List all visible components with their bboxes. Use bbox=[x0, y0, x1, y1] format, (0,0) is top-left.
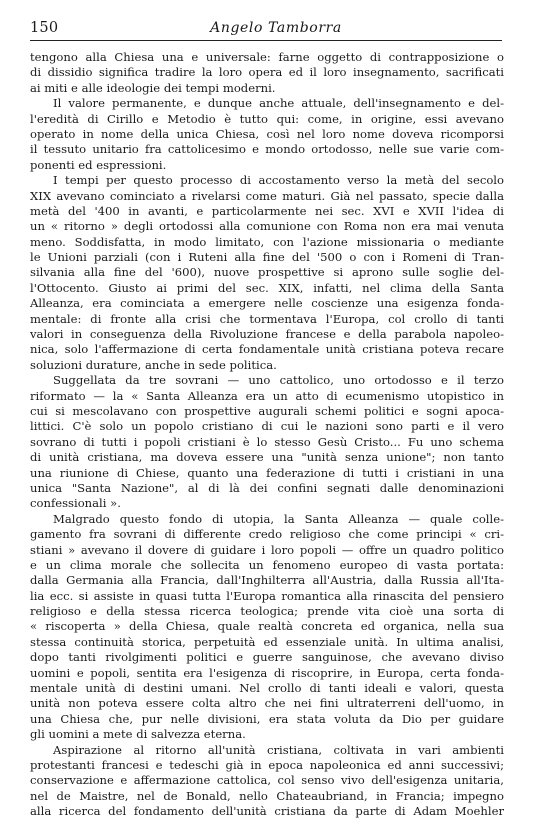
running-head: Angelo Tamborra bbox=[210, 20, 342, 36]
text-line: dalla Germania alla Francia, dall'Inghilterra all'Austria, dalla Russia all'Ita- bbox=[30, 573, 504, 588]
text-line: un « ritorno » degli ortodossi alla comunione con Roma non era mai venuta bbox=[30, 219, 504, 234]
text-line: l'Ottocento. Giusto ai primi del sec. XIX, infatti, nel clima della Santa bbox=[30, 280, 504, 295]
text-line: conservazione e affermazione cattolica, col senso vivo dell'esigenza unitaria, bbox=[30, 773, 504, 788]
text-line: riformato — la « Santa Alleanza era un atto di ecumenismo utopistico in bbox=[30, 388, 504, 403]
text-line: il tessuto unitario fra cattolicesimo e mondo ortodosso, nelle sue varie com- bbox=[30, 142, 504, 157]
text-line: una Chiesa che, pur nelle divisioni, era stata voluta da Dio per guidare bbox=[30, 711, 504, 726]
text-line: silvania alla fine del '600), nuove prospettive si aprono sulle soglie del- bbox=[30, 265, 504, 280]
text-line: ai miti e alle ideologie dei tempi moderni. bbox=[30, 80, 276, 95]
text-line: alla ricerca del fondamento dell'unità cristiana da parte di Adam Moehler bbox=[30, 804, 504, 819]
text-line: gamento fra sovrani di differente credo religioso che come principi « cri- bbox=[30, 527, 504, 542]
text-line: I tempi per questo processo di accostamento verso la metà del secolo bbox=[53, 173, 504, 188]
text-line: tengono alla Chiesa una e universale: farne oggetto di contrapposizione o bbox=[30, 50, 504, 64]
text-line: protestanti francesi e tedeschi già in epoca napoleonica ed anni successivi; bbox=[30, 757, 504, 772]
text-line: Aspirazione al ritorno all'unità cristiana, coltivata in vari ambienti bbox=[53, 742, 504, 757]
text-line: Alleanza, era cominciata a emergere nelle coscienze una esigenza fonda- bbox=[30, 296, 504, 311]
text-line: meno. Soddisfatta, in modo limitato, con l'azione missionaria o mediante bbox=[30, 234, 504, 249]
text-line: nica, solo l'affermazione di certa fondamentale unità cristiana poteva recare bbox=[30, 342, 504, 357]
text-line: unica "Santa Nazione", al di là dei confini segnati dalle denominazioni bbox=[30, 480, 504, 495]
text-line: cui si mescolavano con prospettive augurali schemi politici e sogni apoca- bbox=[30, 403, 504, 418]
text-line: religioso e della stessa ricerca teologica; prende vita cioè una sorta di bbox=[30, 604, 504, 619]
text-line: di dissidio significa tradire la loro opera ed il loro insegnamento, sacrificati bbox=[30, 65, 504, 80]
text-line: XIX avevano cominciato a rivelarsi come maturi. Già nel passato, specie dalla bbox=[30, 188, 504, 203]
text-line: una riunione di Chiese, quanto una federazione di tutti i cristiani in una bbox=[30, 465, 504, 480]
text-line: gli uomini a mete di salvezza eterna. bbox=[30, 727, 246, 742]
text-line: uomini e popoli, sentita era l'esigenza di riscoprire, in Europa, certa fonda- bbox=[30, 665, 504, 680]
text-line: stessa continuità storica, perpetuità ed essenziale unità. In ultima analisi, bbox=[30, 634, 504, 649]
text-line: confessionali ». bbox=[30, 496, 121, 511]
text-line: operato in nome della unica Chiesa, così nel loro nome doveva ricomporsi bbox=[30, 126, 504, 141]
text-line: nel de Maistre, nel de Bonald, nello Chateaubriand, in Francia; impegno bbox=[30, 788, 504, 803]
text-line: sovrano di tutti i popoli cristiani è lo stesso Gesù Cristo... Fu uno schema bbox=[30, 434, 504, 449]
text-line: soluzioni durature, anche in sede politica. bbox=[30, 357, 277, 372]
text-line: metà del '400 in avanti, e particolarmente nei sec. XVI e XVII l'idea di bbox=[30, 203, 504, 218]
text-line: ponenti ed espressioni. bbox=[30, 157, 167, 172]
text-line: le Unioni parziali (con i Ruteni alla fine del '500 o con i Romeni di Tran- bbox=[30, 250, 504, 265]
text-line: mentale: di fronte alla crisi che tormentava l'Europa, col crollo di tanti bbox=[30, 311, 504, 326]
text-line: mentale unità di destini umani. Nel crollo di tanti ideali e valori, questa bbox=[30, 681, 504, 696]
text-line: « riscoperta » della Chiesa, quale realtà concreta ed organica, nella sua bbox=[30, 619, 504, 634]
text-line: Malgrado questo fondo di utopia, la Santa Alleanza — quale colle- bbox=[53, 511, 504, 526]
text-line: Il valore permanente, e dunque anche attuale, dell'insegnamento e del- bbox=[53, 96, 504, 111]
body-text bbox=[30, 50, 504, 820]
header-rule bbox=[30, 40, 502, 41]
text-line: lia ecc. si assiste in quasi tutta l'Europa romantica alla rinascita del pensiero bbox=[30, 588, 504, 603]
text-line: l'eredità di Cirillo e Metodio è tutto qui: come, in origine, essi avevano bbox=[30, 111, 504, 126]
text-line: Suggellata da tre sovrani — uno cattolico, uno ortodosso e il terzo bbox=[53, 373, 504, 388]
text-line: di unità cristiana, ma doveva essere una "unità senza unione"; non tanto bbox=[30, 450, 504, 465]
text-line: stiani » avevano il dovere di guidare i loro popoli — offre un quadro politico bbox=[30, 542, 504, 557]
page-header bbox=[30, 20, 502, 40]
text-line: valori in conseguenza della Rivoluzione francese e della parabola napoleo- bbox=[30, 327, 504, 342]
text-line: e un clima morale che sollecita un fenomeno europeo di vasta portata: bbox=[30, 557, 504, 572]
text-line: unità non poteva essere colta altro che nei fini ultraterreni dell'uomo, in bbox=[30, 696, 504, 711]
page-number: 150 bbox=[30, 20, 59, 36]
text-line: dopo tanti rivolgimenti politici e guerre sanguinose, che avevano diviso bbox=[30, 650, 504, 665]
text-line: littici. C'è solo un popolo cristiano di cui le nazioni sono parti e il vero bbox=[30, 419, 504, 434]
